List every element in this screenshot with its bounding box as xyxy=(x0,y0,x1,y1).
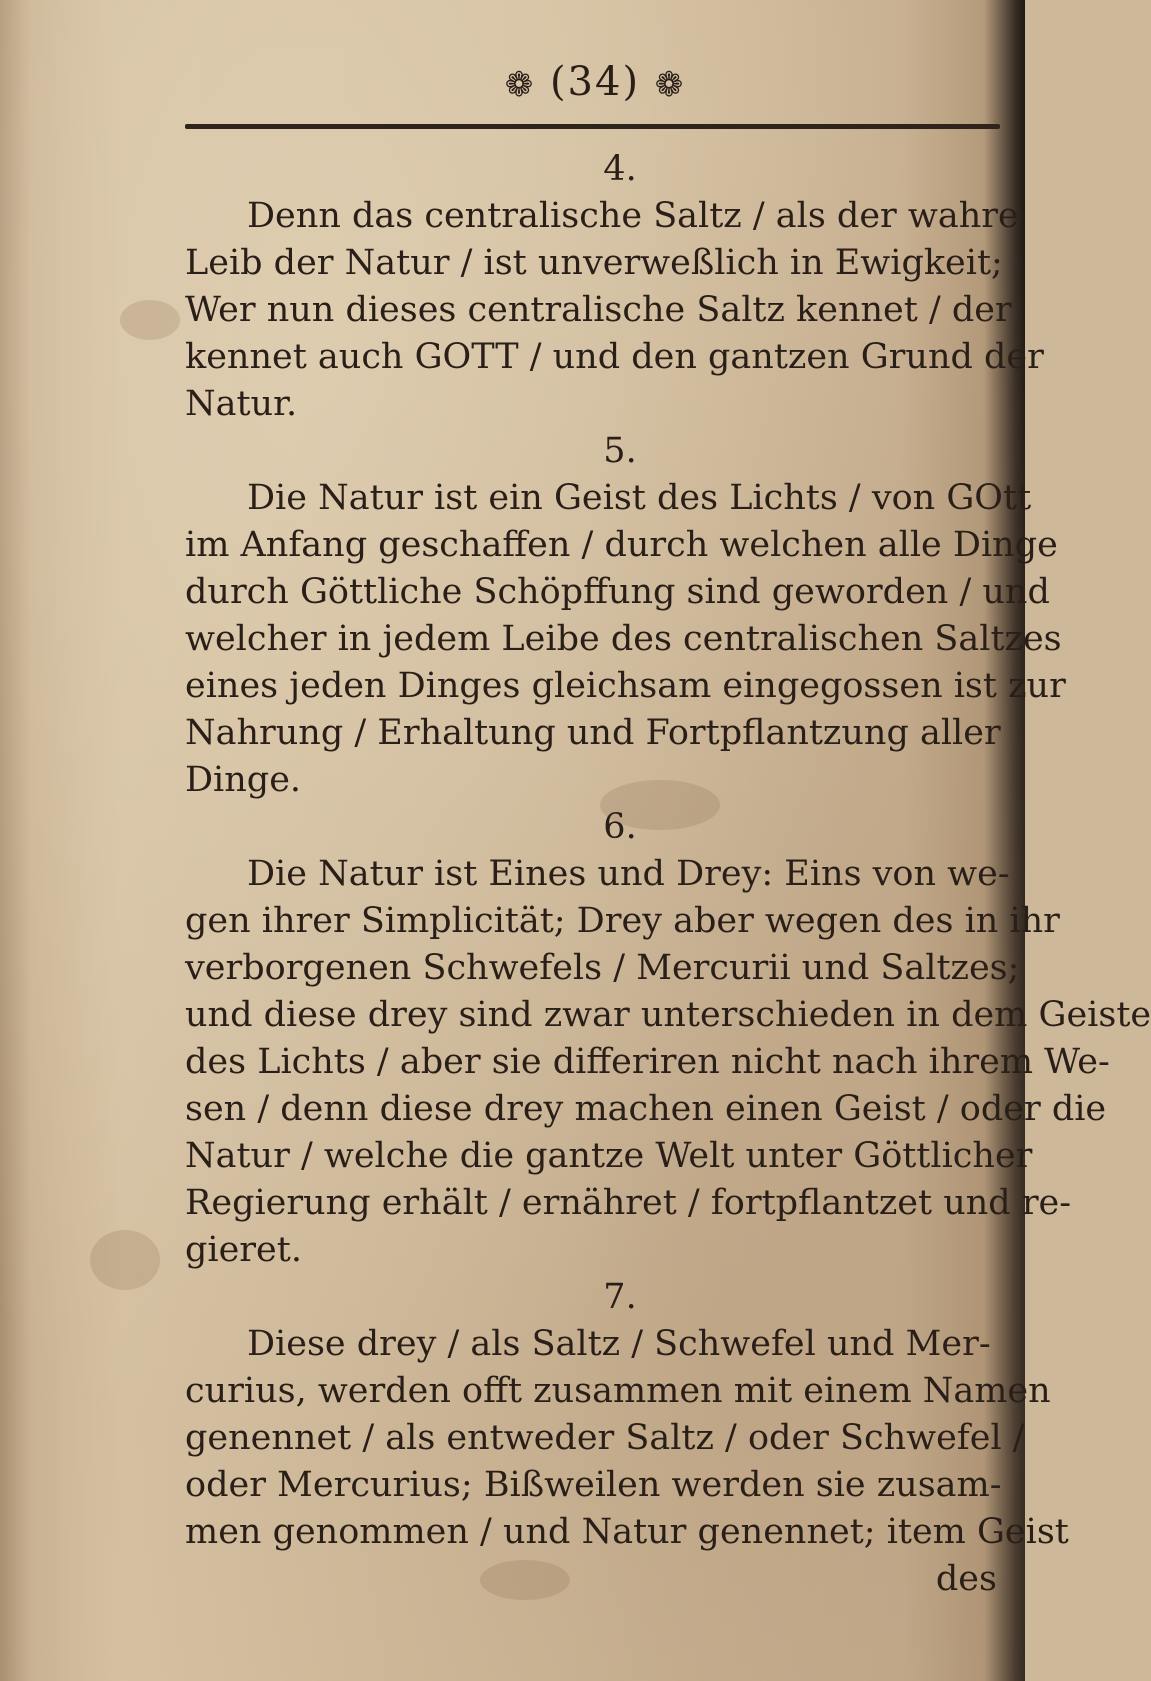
text-line: gieret. xyxy=(185,1230,302,1270)
text-line: Denn das centralische Saltz / als der wahre xyxy=(247,196,1019,236)
text-line: Die Natur ist ein Geist des Lichts / von GOtt xyxy=(247,478,1032,518)
text-line: eines jeden Dinges gleichsam eingegossen ist zur xyxy=(185,666,1066,706)
text-line: Diese drey / als Saltz / Schwefel und Mer- xyxy=(247,1324,991,1364)
text-line: und diese drey sind zwar unterschieden in dem Geiste xyxy=(185,995,1151,1035)
section-number: 5. xyxy=(603,431,637,471)
body-text xyxy=(185,146,1151,1603)
ornament-left-icon: ❁ xyxy=(504,65,536,105)
catchword: des xyxy=(935,1559,997,1599)
page-number: (34) xyxy=(549,59,641,105)
text-line: kennet auch GOTT / und den gantzen Grund der xyxy=(185,337,1044,377)
section-number: 4. xyxy=(603,149,637,189)
text-line: Natur / welche die gantze Welt unter Göttlicher xyxy=(185,1136,1033,1176)
text-line: curius, werden offt zusammen mit einem Namen xyxy=(185,1371,1051,1411)
ornament-right-icon: ❁ xyxy=(654,65,686,105)
text-line: Die Natur ist Eines und Drey: Eins von we- xyxy=(247,854,1010,894)
text-line: Dinge. xyxy=(185,760,302,800)
section-number: 7. xyxy=(603,1277,637,1317)
text-line: gen ihrer Simplicität; Drey aber wegen des in ihr xyxy=(185,901,1060,941)
text-line: im Anfang geschaffen / durch welchen alle Dinge xyxy=(185,525,1058,565)
text-line: Natur. xyxy=(185,384,298,424)
text-line: men genommen / und Natur genennet; item Geist xyxy=(185,1512,1069,1552)
text-line: Nahrung / Erhaltung und Fortpflantzung aller xyxy=(185,713,1001,753)
section-number: 6. xyxy=(603,807,637,847)
text-line: durch Göttliche Schöpffung sind geworden / und xyxy=(185,572,1050,612)
text-line: verborgenen Schwefels / Mercurii und Saltzes; xyxy=(185,948,1020,988)
paper-stain xyxy=(90,1230,160,1290)
text-line: des Lichts / aber sie differiren nicht nach ihrem We- xyxy=(185,1042,1110,1082)
text-line: welcher in jedem Leibe des centralischen Saltzes xyxy=(185,619,1062,659)
text-line: Leib der Natur / ist unverweßlich in Ewigkeit; xyxy=(185,243,1003,283)
text-line: oder Mercurius; Bißweilen werden sie zusam- xyxy=(185,1465,1002,1505)
paper-stain xyxy=(120,300,180,340)
text-line: genennet / als entweder Saltz / oder Schwefel / xyxy=(185,1418,1025,1458)
text-line: sen / denn diese drey machen einen Geist / oder die xyxy=(185,1089,1107,1129)
header-rule xyxy=(185,124,1000,129)
text-line: Regierung erhält / ernähret / fortpflantzet und re- xyxy=(185,1183,1072,1223)
text-line: Wer nun dieses centralische Saltz kennet / der xyxy=(185,290,1012,330)
page-header xyxy=(185,52,1005,112)
